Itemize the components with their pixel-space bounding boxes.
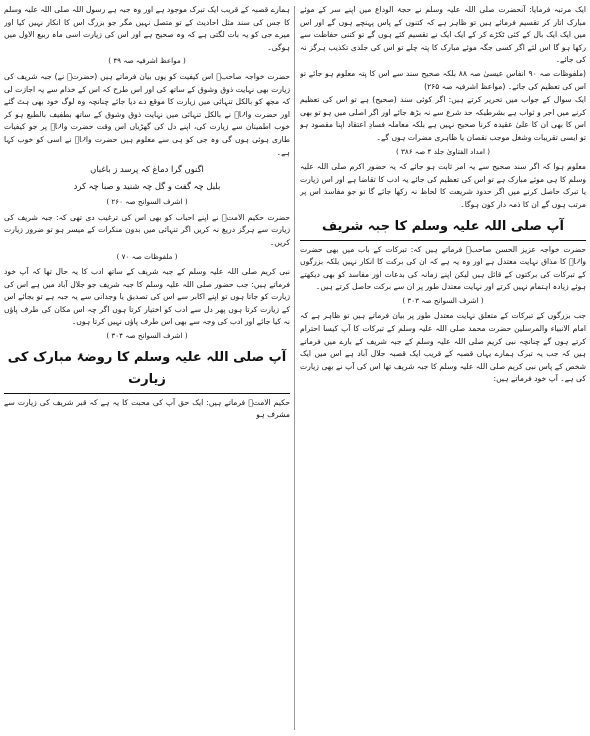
poem-line: اگنوں گرا دماغ کہ پرسد ز باغباں	[90, 164, 204, 175]
citation: (ملفوظات صہ ۹۰ انفاس عیسیٰ صہ ۸۸ بلکہ صحیح سند سے اس کا پتہ معلوم ہو جائے تو اس کی تعظیم کی جائے۔ (مواعظ اشرفیہ صہ ۲۶۵)	[300, 68, 586, 91]
citation: ( اشرف السوانح صہ ۳۰۳ )	[402, 295, 484, 305]
section-heading: آپ صلی اللہ علیہ وسلم کا جبہ شریف	[300, 216, 586, 241]
paragraph: ایک مرتبہ فرمایا: آنحضرت صلی اللہ علیہ وسلم نے حجۃ الوداع میں اپنے سر کے موئے مبارک اتار کر تقسیم فرمائے ہیں تو ظاہر ہے کہ کتنوں کے پاس پہنچے ہوں گے اور اس میں ایک ایک بال کے کئی ٹکڑے کر کے ایک ایک نے تقسیم کئے ہوں گے تو کتنی حفاظت سے رکھا ہو گا اس لئے اگر کسی جگہ موئے مبارک کا پتہ چلے تو اس کی جلدی تکذیب ہرگز نہ کی جائے۔	[300, 5, 586, 65]
paragraph: حضرت خواجہ عزیز الحسن صاحبؒ فرماتے ہیں کہ: تبرکات کے باب میں بھی حضرت والاؒ کا مذاق نہایت معتدل ہے اور وہ یہ ہے کہ ان کی برکت کا انکار نہیں بلکہ بزرگوں کے تبرکات کی برکتوں کے قائل ہیں لیکن اپنے زمانہ کی بدعات اور مفاسد کو بھی دیکھتے ہوئے زیادہ اہتمام نہیں کرتے اور نہایت معتدل طور پر ان سے برکت حاصل کرتے ہیں۔	[300, 244, 586, 292]
left-column	[4, 4, 290, 732]
column-divider	[294, 6, 295, 730]
paragraph: معلوم ہوا کہ اگر سند صحیح سے یہ امر ثابت ہو جائے کہ یہ حضور اکرم صلی اللہ علیہ وسلم کا ہی موئے مبارک ہے تو اس کی تعظیم کی جائے یہ ادب کا تقاضا ہے اور اس زیارت یا تبرک حاصل کرنے میں اگر حدود شریعت کا لحاظ نہ رکھا جائے گا تو جو مفاسد اس پر مرتب ہوں گے ان کا ذمہ دار کون ہوگا۔	[300, 162, 586, 209]
citation: ( امداد الفتاویٰ جلد ۴ صہ ۳۸۶ )	[395, 146, 491, 156]
right-column	[300, 4, 586, 732]
paragraph: ایک سوال کے جواب میں تحریر کرتے ہیں: اگر کوئی سند (صحیح) ہے تو اس کی تعظیم کرنے میں اجر و ثواب ہے بشرطیکہ حد شرع سے نہ بڑھ جائے اور اگر اصلی میں ہو تو بھی اس کا بھی ان کا علیٰ عقیدہ کرنا صحیح نہیں ہے بلکہ معاملہ فسادِ اعتقاد اپنا مقصود ہو تو ایسی تقریبات وشغل موجب نقصان یا ظاہری مضرات ہوں گے۔	[300, 95, 586, 142]
paragraph: حکیم الامتؒ فرماتے ہیں: ایک حق آپ کی محبت کا یہ ہے کہ قبر شریف کی زیارت سے مشرف ہو	[4, 397, 290, 420]
section-heading: آپ صلی اللہ علیہ وسلم کا روضۂ مبارک کی زیارت	[4, 347, 290, 394]
paragraph: حضرت خواجہ صاحبؒ اس کیفیت کو یوں بیان فرماتے ہیں (حضرتؒ نے) جبہ شریف کی زیارت بھی نہایت ذوق وشوق کے ساتھ کی اور اس طرح کہ اس کے خدام سے یہ اجازت لی کہ مجھ کو بالکل تنہائی میں زیارت کا موقع دے دیا جائے چنانچہ وہ لوگ خود بھی ہٹ گئے اور حضرت والاؒ نے بالکل تنہائی میں نہایت ذوق وشوق کے ساتھ بطفیف بالطبع ہو کر خوب اطمینان سے زیارت کی، اپنے دل کی گھڑیاں اس وقت حضرت والاؒ پر جو کیفیات طاری ہوئی ہوں گی وہ جی کو ہی سے معلوم ہیں حضرت والاؒ نے اسی کو خوب کہا ہے۔	[4, 71, 290, 157]
paragraph: ہمارے قصبہ کے قریب ایک تبرک موجود ہے اور وہ جبہ ہے رسول اللہ صلی اللہ علیہ وسلم کا جس کی سند مثل احادیث کے تو متصل نہیں مگر جو بزرگ اس کا انکار نہیں کیا اور میرے جی کو یہ بات لگتی ہے کہ وہ صحیح ہے اور اس کی زیارت اسی ماہ ربیع الاول میں ہوگی۔	[4, 5, 290, 52]
paragraph: جب بزرگوں کے تبرکات کے متعلق نہایت معتدل طور پر بیان فرماتے ہیں تو ظاہر ہے کہ امام الانبیاء والمرسلین حضرت محمد صلی اللہ علیہ وسلم کے تبرکات کا آپ کیسا احترام کرتے ہوں گے چنانچہ نبی کریم صلی اللہ علیہ وسلم کے جبہ شریف کے بارے میں فرماتے ہیں کہ جب یہ تبرک ہمارے یہاں قصبہ کے قریب ایک قصبہ جلال آباد ہے اس میں ایک شخص کے پاس نبی کریم صلی اللہ علیہ وسلم کا جبہ شریف تھا اس کی آپ نے بھی زیارت کی ہے۔ آپ خود فرماتے ہیں:	[300, 311, 586, 384]
citation: ( ملفوظات صہ ۷۰ )	[116, 251, 178, 261]
citation: ( اشرف السوانح صہ ۳۰۴ )	[106, 331, 188, 341]
citation: ( اشرف السوانح صہ ۲۶۰ )	[106, 197, 188, 207]
paragraph: نبی کریم صلی اللہ علیہ وسلم کے جبہ شریف کے ساتھ ادب کا یہ حال تھا کہ آپ خود فرماتے ہیں: جب حضور صلی اللہ علیہ وسلم کا جبہ شریف جو جلال آباد میں ہے اس کی زیارت کو جاتا ہوں تو اپنے اکابر سے اس کی تصدیق یا وجدانی سے یہ جبہ ہے تو بجائے اس کے زیارت کرتا ہوں پھر دل سے ادب کو اختیار کرتا ہوں اگر چہ اس مکان کی طرف پاؤں نہ کیا جائے اور ادب کی وجہ سے بھی اس طرف پاؤں نہیں کرتا ہوں۔	[4, 267, 290, 327]
citation: ( مواعظ اشرفیہ صہ ۴۹ )	[108, 56, 186, 66]
paragraph: حضرت حکیم الامتؒ نے اپنے احباب کو بھی اس کی ترغیب دی تھی کہ: جبہ شریف کی زیارت سے ہرگز دریغ نہ کریں اگر تنہائی میں بدون منکرات کے میسر ہو تو ضرور زیارت کریں۔	[4, 212, 290, 247]
poem-line: بلبل چہ گفت و گل چہ شنید و صبا چہ کرد	[73, 181, 221, 192]
